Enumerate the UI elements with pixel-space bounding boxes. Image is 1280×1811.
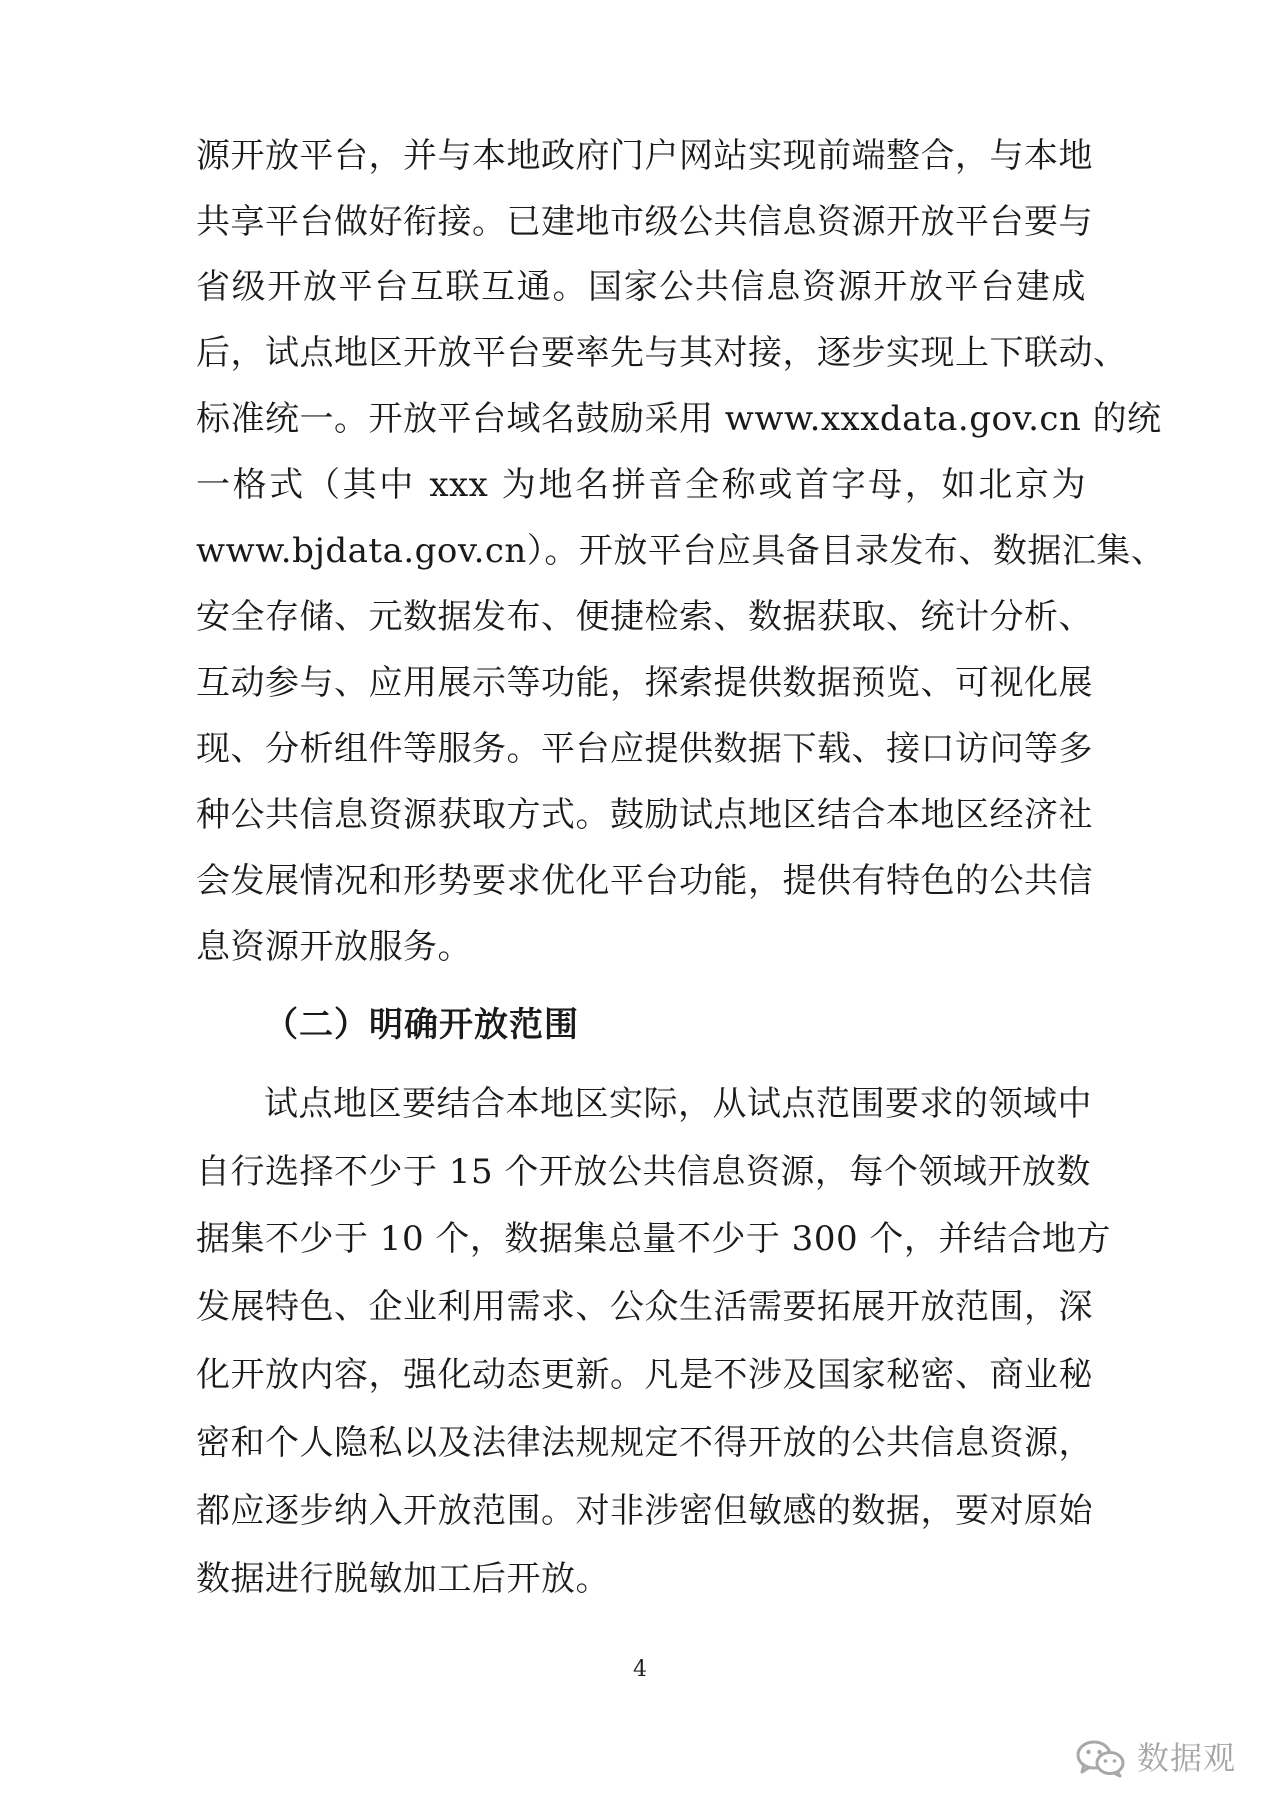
body-text-line: 化开放内容，强化动态更新。凡是不涉及国家秘密、商业秘 [196, 1355, 1093, 1395]
page-number: 4 [633, 1657, 647, 1682]
body-text-line: 标准统一。开放平台域名鼓励采用 www.xxxdata.gov.cn 的统 [196, 399, 1162, 439]
body-text-line: 种公共信息资源获取方式。鼓励试点地区结合本地区经济社 [196, 795, 1093, 835]
body-text-line: 互动参与、应用展示等功能，探索提供数据预览、可视化展 [196, 663, 1093, 703]
body-text-line: 现、分析组件等服务。平台应提供数据下载、接口访问等多 [196, 729, 1093, 769]
body-text-line: 息资源开放服务。 [196, 927, 472, 967]
body-text-line: 共享平台做好衔接。已建地市级公共信息资源开放平台要与 [196, 202, 1093, 242]
body-text-line: 一格式（其中 xxx 为地名拼音全称或首字母，如北京为 [196, 465, 1086, 505]
body-text-line: 省级开放平台互联互通。国家公共信息资源开放平台建成 [196, 267, 1086, 307]
body-text-line: 自行选择不少于 15 个开放公共信息资源，每个领域开放数 [196, 1152, 1091, 1192]
body-text-line: 试点地区要结合本地区实际，从试点范围要求的领域中 [264, 1084, 1092, 1124]
wechat-icon [1075, 1738, 1127, 1778]
body-text-line: 发展特色、企业利用需求、公众生活需要拓展开放范围，深 [196, 1287, 1093, 1327]
body-text-line: 都应逐步纳入开放范围。对非涉密但敏感的数据，要对原始 [196, 1491, 1093, 1531]
body-text-line: 后，试点地区开放平台要率先与其对接，逐步实现上下联动、 [196, 333, 1128, 373]
body-text-line: www.bjdata.gov.cn）。开放平台应具备目录发布、数据汇集、 [196, 531, 1166, 571]
body-text-line: 会发展情况和形势要求优化平台功能，提供有特色的公共信 [196, 861, 1093, 901]
watermark-text: 数据观 [1136, 1739, 1236, 1777]
section-heading: （二）明确开放范围 [264, 1005, 579, 1045]
body-text-line: 安全存储、元数据发布、便捷检索、数据获取、统计分析、 [196, 597, 1093, 637]
watermark [1075, 1733, 1236, 1783]
body-text-line: 据集不少于 10 个，数据集总量不少于 300 个，并结合地方 [196, 1219, 1111, 1259]
body-text-line: 密和个人隐私以及法律法规规定不得开放的公共信息资源， [196, 1423, 1093, 1463]
body-text-line: 源开放平台，并与本地政府门户网站实现前端整合，与本地 [196, 136, 1093, 176]
body-text-line: 数据进行脱敏加工后开放。 [196, 1559, 610, 1599]
